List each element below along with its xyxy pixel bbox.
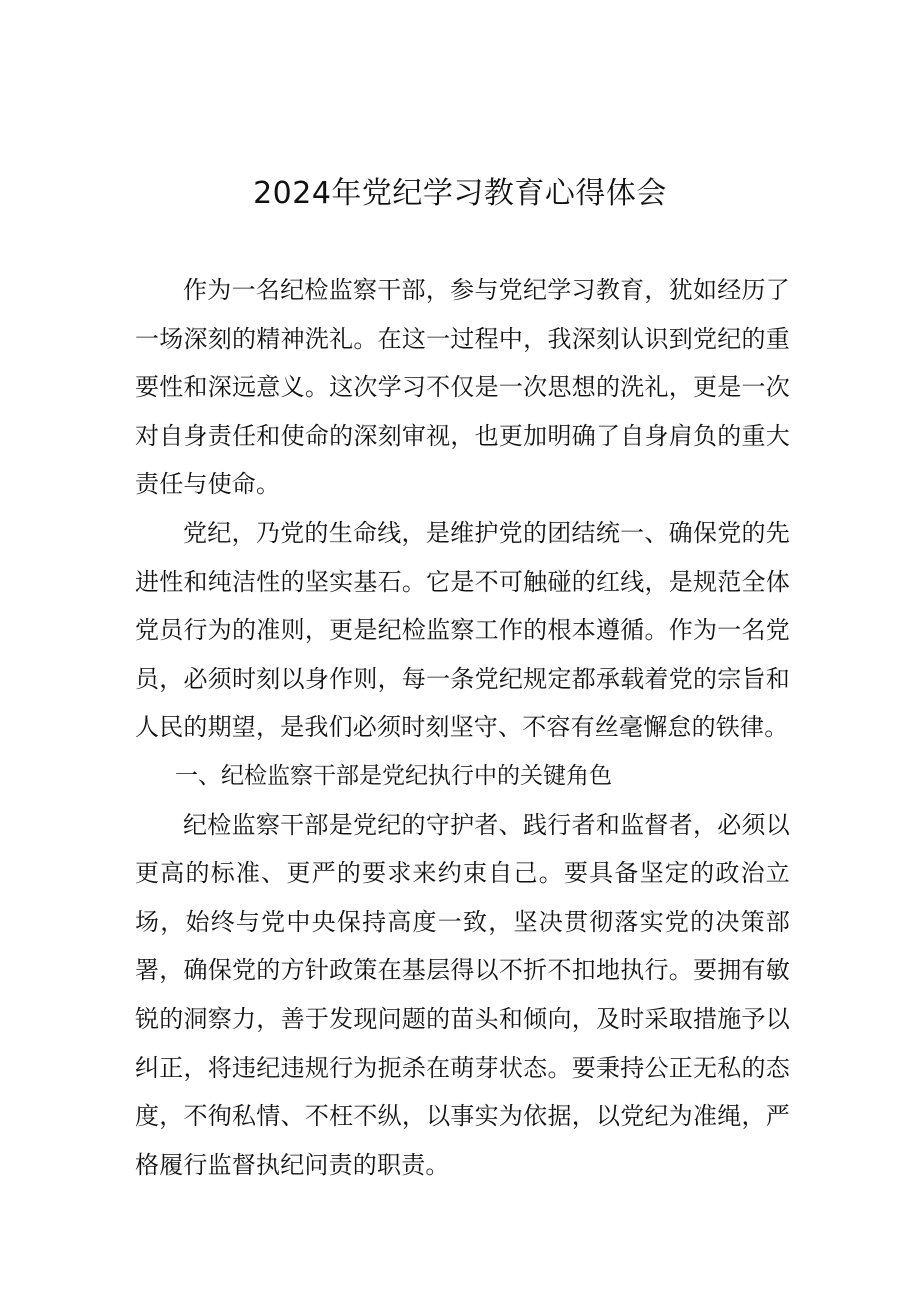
section-heading: 一、纪检监察干部是党纪执行中的关键角色 bbox=[175, 762, 612, 789]
intro-paragraph: 作为一名纪检监察干部，参与党纪学习教育，犹如经历了一场深刻的精神洗礼。在这一过程中，我深刻认识到党纪的重要性和深远意义。这次学习不仅是一次思想的洗礼，更是一次对自身责任和使命的深刻审视，也更加明确了自身肩负的重大责任与使命。 bbox=[135, 276, 790, 499]
document-body bbox=[135, 266, 790, 1189]
section-paragraph: 纪检监察干部是党纪的守护者、践行者和监督者，必须以更高的标准、更严的要求来约束自己。要具备坚定的政治立场，始终与党中央保持高度一致，坚决贯彻落实党的决策部署，确保党的方针政策在基层得以不折不扣地执行。要拥有敏锐的洞察力，善于发现问题的苗头和倾向，及时采取措施予以纠正，将违纪违规行为扼杀在萌芽状态。要秉持公正无私的态度，不徇私情、不枉不纵，以事实为依据，以党纪为准绳，严格履行监督执纪问责的职责。 bbox=[135, 810, 790, 1179]
document-title: 2024年党纪学习教育心得体会 bbox=[253, 176, 667, 211]
party-discipline-paragraph: 党纪，乃党的生命线，是维护党的团结统一、确保党的先进性和纯洁性的坚实基石。它是不可触碰的红线，是规范全体党员行为的准则，更是纪检监察工作的根本遵循。作为一名党员，必须时刻以身作则，每一条党纪规定都承载着党的宗旨和人民的期望，是我们必须时刻坚守、不容有丝毫懈怠的铁律。 bbox=[135, 518, 790, 742]
